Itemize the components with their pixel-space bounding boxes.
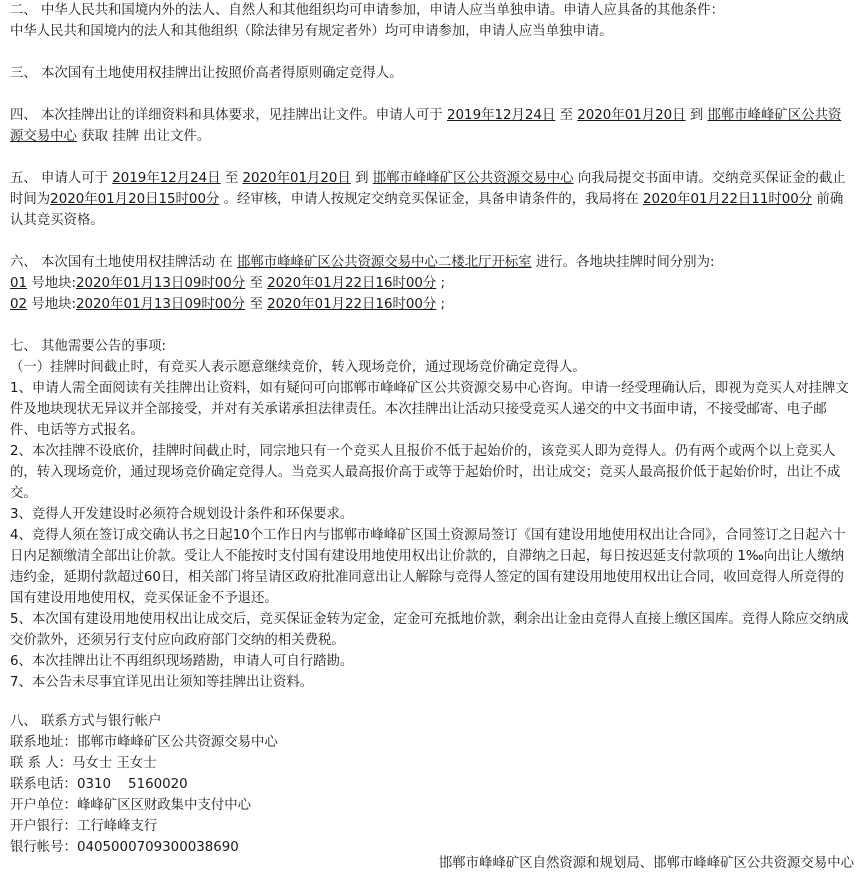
section-6-text-a: 六、 本次国有土地使用权挂牌活动 在 xyxy=(10,255,238,270)
section-7-item: 2、本次挂牌不设底价，挂牌时间截止时，同宗地只有一个竞买人且报价不低于起始价的，该竞买人即为竞得人。仍有两个或两个以上竞买人的，转入现场竞价，通过现场竞价确定竞得人。当竞买人最高报价高于或等于起始价时，出让成交；竞买人最高报价低于起始价时，出让不成交。 xyxy=(10,444,841,501)
section-4-text-b: 获取 挂牌 出让文件。 xyxy=(76,129,211,144)
plot-end: 2020年01月22日16时00分 xyxy=(267,276,437,291)
section-4 xyxy=(10,105,852,147)
plot-start: 2020年01月13日09时00分 xyxy=(76,297,246,312)
section-4-to: 至 xyxy=(555,108,578,123)
account-unit xyxy=(10,795,852,816)
section-7-item: 1、申请人需全面阅读有关挂牌出让资料，如有疑问可向邯郸市峰峰矿区公共资源交易中心咨询。申请一经受理确认后，即视为竞买人对挂牌文件及地块现状无异议并全部接受，并对有关承诺承担法律责任。本次挂牌出让活动只接受竞买人递交的中文书面申请，不接受邮寄、电子邮件、电话等方式报名。 xyxy=(10,381,849,438)
section-7-item: 3、竞得人开发建设时必须符合规划设计条件和环保要求。 xyxy=(10,507,354,522)
contact-phone xyxy=(10,774,852,795)
section-7-item: （一）挂牌时间截止时，有竞买人表示愿意继续竞价，转入现场竞价，通过现场竞价确定竞得人。 xyxy=(10,360,586,375)
section-5-arrive: 到 xyxy=(350,171,373,186)
plot-end: 2020年01月22日16时00分 xyxy=(267,297,437,312)
section-4-arrive: 到 xyxy=(685,108,708,123)
plot-row xyxy=(10,273,852,294)
contact-person-value: 马女士 王女士 xyxy=(72,756,157,771)
section-7-item: 6、本次挂牌出让不再组织现场踏勘，申请人可自行踏勘。 xyxy=(10,654,354,669)
contact-person xyxy=(10,753,852,774)
section-5-place: 邯郸市峰峰矿区公共资源交易中心 xyxy=(372,171,574,186)
plot-tail: ; xyxy=(436,276,446,291)
section-5-date-to: 2020年01月20日 xyxy=(242,171,351,186)
contact-address-label: 联系地址： xyxy=(10,735,77,750)
section-4-place: 邯郸市峰峰矿区公共资源交易中心 xyxy=(10,108,842,144)
section-6 xyxy=(10,252,852,273)
plot-to: 至 xyxy=(245,276,268,291)
section-7-title: 七、 其他需要公告的事项: xyxy=(10,339,167,354)
section-6-place: 邯郸市峰峰矿区公共资源交易中心二楼北厅开标室 xyxy=(237,255,532,270)
section-7-item: 5、本次国有建设用地使用权出让成交后，竞买保证金转为定金，定金可充抵地价款，剩余出让金由竞得人直接上缴区国库。竞得人除应交纳成交价款外，还须另行支付应向政府部门交纳的相关费税。 xyxy=(10,612,849,648)
contact-address xyxy=(10,732,852,753)
plot-row xyxy=(10,294,852,315)
account-unit-label: 开户单位： xyxy=(10,798,77,813)
section-5 xyxy=(10,168,852,231)
contact-phone-value: 0310 5160020 xyxy=(76,777,188,792)
section-6-text-b: 进行。各地块挂牌时间分别为: xyxy=(531,255,715,270)
section-5-text-c: 。经审核，申请人按规定交纳竞买保证金，具备申请条件的，我局将在 xyxy=(219,192,643,207)
section-5-date-from: 2019年12月24日 xyxy=(112,171,221,186)
plot-tail: ; xyxy=(436,297,446,312)
section-7-item: 4、竞得人须在签订成交确认书之日起10个工作日内与邯郸市峰峰矿区国土资源局签订《国有建设用地使用权出让合同》，合同签订之日起六十日内足额缴清全部出让价款。受让人不能按时支付国有建设用地使用权出让价款的，自滞纳之日起，每日按迟延支付款项的 1‰向出让人缴纳违约金，延期付款超过60日，相关部门将呈请区政府批准同意出让人解除与竞得人签定的国有建设用地使用权出让合同，收回竞得人所竞得的国有建设用地使用权，竞买保证金不予退还。 xyxy=(10,528,846,606)
account-bank-label: 开户银行： xyxy=(10,819,77,834)
issuer-signature: 邯郸市峰峰矿区自然资源和规划局、邯郸市峰峰矿区公共资源交易中心 xyxy=(438,856,854,871)
section-7-item: 7、本公告未尽事宜详见出让须知等挂牌出让资料。 xyxy=(10,675,314,690)
section-8-title: 八、 联系方式与银行帐户 xyxy=(10,714,162,729)
section-4-text-a: 四、 本次挂牌出让的详细资料和具体要求，见挂牌出让文件。申请人可于 xyxy=(10,108,448,123)
account-number-value: 0405000709300038690 xyxy=(76,840,239,855)
account-bank-value: 工行峰峰支行 xyxy=(76,819,158,834)
plot-start: 2020年01月13日09时00分 xyxy=(76,276,246,291)
account-number-label: 银行帐号： xyxy=(10,840,77,855)
contact-phone-label: 联系电话： xyxy=(10,777,77,792)
plot-label: 号地块: xyxy=(27,297,76,312)
plot-label: 号地块: xyxy=(27,276,76,291)
plot-to: 至 xyxy=(245,297,268,312)
account-unit-value: 峰峰矿区区财政集中支付中心 xyxy=(76,798,252,813)
plot-number: 02 xyxy=(10,297,28,312)
section-5-deadline: 2020年01月20日15时00分 xyxy=(50,192,220,207)
section-4-date-to: 2020年01月20日 xyxy=(577,108,686,123)
section-4-date-from: 2019年12月24日 xyxy=(447,108,556,123)
section-2-line-2: 中华人民共和国境内的法人和其他组织（除法律另有规定者外）均可申请参加，申请人应当单独申请。 xyxy=(10,24,613,39)
section-5-to: 至 xyxy=(220,171,243,186)
plot-number: 01 xyxy=(10,276,28,291)
account-bank xyxy=(10,816,852,837)
section-5-text-d: 前确认其竞买资格。 xyxy=(10,192,844,228)
section-3: 三、 本次国有土地使用权挂牌出让按照价高者得原则确定竞得人。 xyxy=(10,66,403,81)
section-5-confirm-time: 2020年01月22日11时00分 xyxy=(642,192,813,207)
section-5-text-a: 五、 申请人可于 xyxy=(10,171,113,186)
contact-address-value: 邯郸市峰峰矿区公共资源交易中心 xyxy=(76,735,278,750)
section-5-text-b: 向我局提交书面申请。交纳竞买保证金的截止时间为 xyxy=(10,171,846,207)
section-2-line-1: 二、 中华人民共和国境内外的法人、自然人和其他组织均可申请参加，申请人应当单独申请。申请人应具备的其他条件： xyxy=(10,3,724,18)
contact-person-label: 联 系 人： xyxy=(10,756,73,771)
